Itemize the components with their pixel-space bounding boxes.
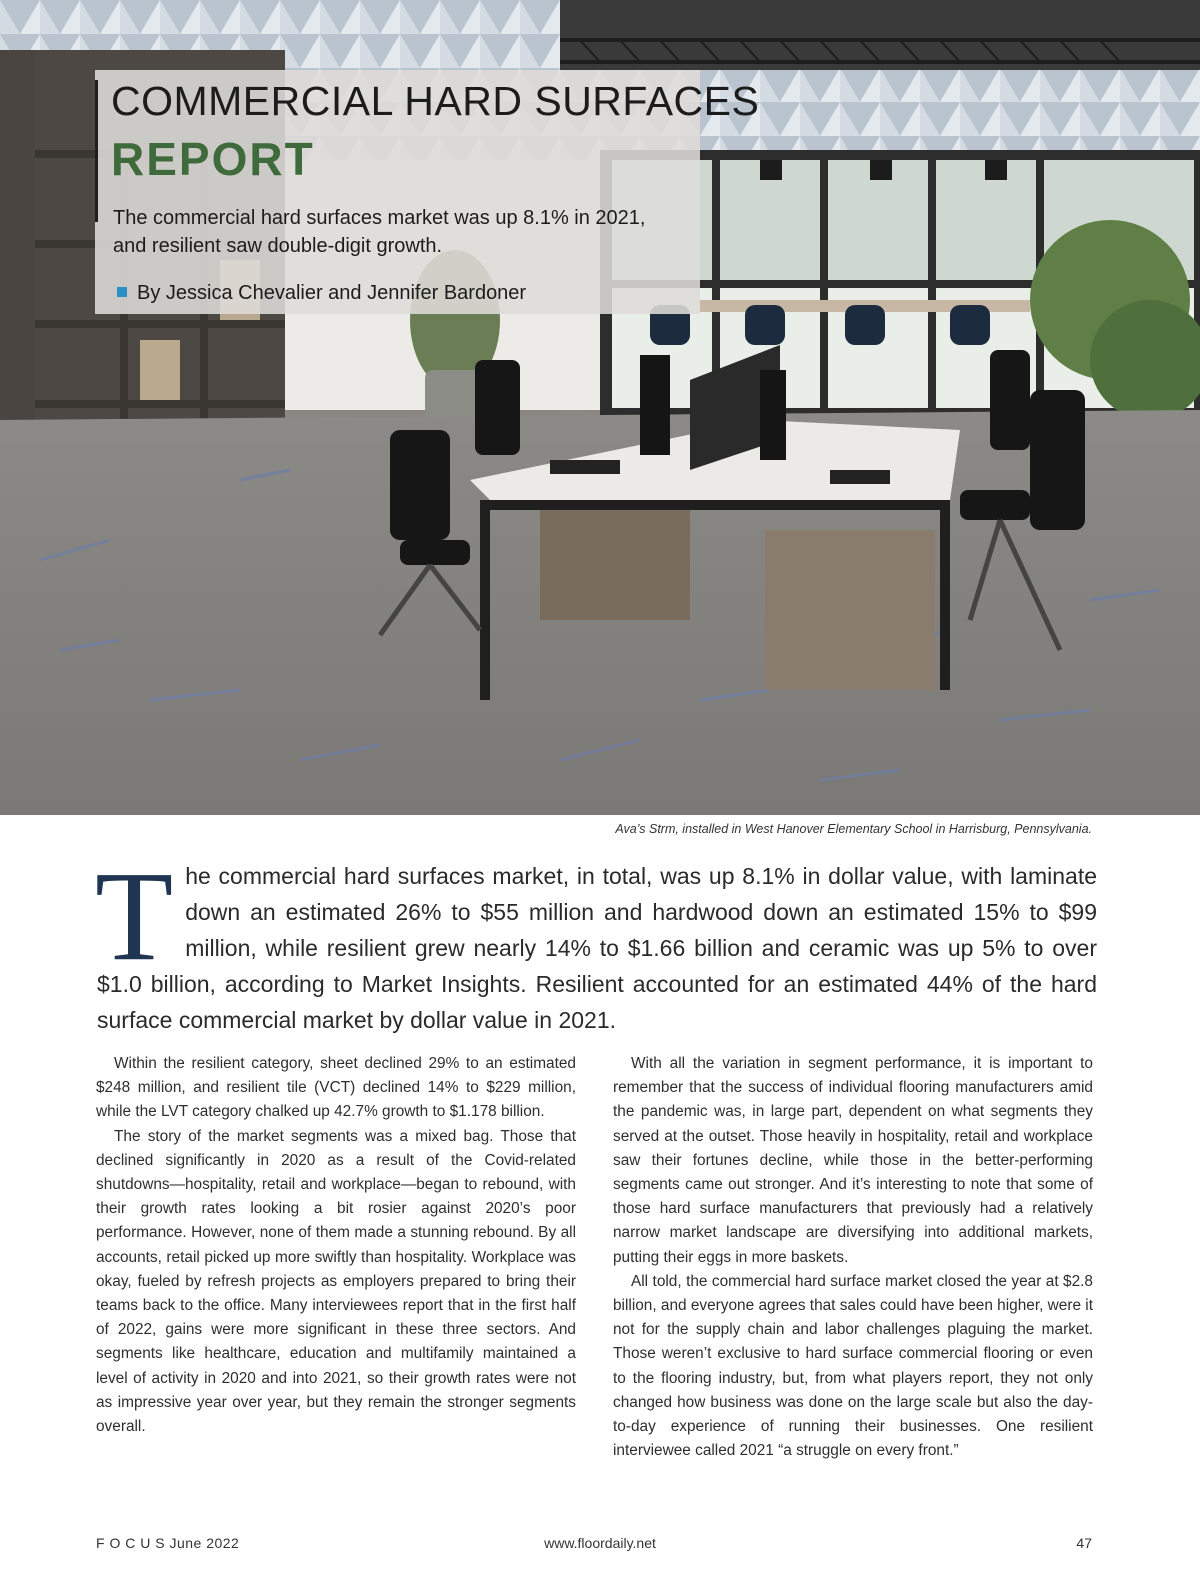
bullet-square-icon xyxy=(117,287,127,297)
headline-report-label: REPORT xyxy=(111,133,315,185)
deck-summary: The commercial hard surfaces market was up 8.1% in 2021, and resilient saw double-digit growth. xyxy=(113,207,646,257)
body-paragraph: With all the variation in segment performance, it is important to remember that the success of individual flooring manufacturers amid the pandemic was, in large part, dependent on what segments they served at the outset. Those heavily in hospitality, retail and workplace saw their fortunes decline, while those in the better-performing segments came out stronger. And it’s interesting to note that some of those hard surface manufacturers that previously had a relatively narrow market landscape are diversifying into additional markets, putting their eggs in more baskets. xyxy=(613,1055,1093,1266)
body-paragraph: All told, the commercial hard surface market closed the year at $2.8 billion, and everyone agrees that sales could have been higher, were it not for the supply chain and labor challenges plaguing the market. Those weren’t exclusive to hard surface commercial flooring or even to the flooring industry, but, from what players report, they not only changed how business was done on the large scale but also the day-to-day experience of running their businesses. One resilient interviewee called 2021 “a struggle on every front.” xyxy=(613,1272,1093,1460)
byline-authors: By Jessica Chevalier and Jennifer Bardoner xyxy=(137,282,527,304)
footer-publication: F O C U S June 2022 xyxy=(96,1535,240,1551)
photo-caption: Ava’s Strm, installed in West Hanover Elementary School in Harrisburg, Pennsylvania. xyxy=(615,822,1092,836)
drop-cap: T xyxy=(95,845,174,987)
lead-paragraph xyxy=(95,845,1097,1038)
body-column-left xyxy=(96,1052,576,1439)
body-paragraph: Within the resilient category, sheet declined 29% to an estimated $248 million, and resilient tile (VCT) declined 14% to $229 million, while the LVT category chalked up 42.7% growth to $1.178 billion. xyxy=(96,1055,576,1121)
byline xyxy=(117,282,526,305)
body-paragraph: The story of the market segments was a mixed bag. Those that declined significantly in 2020 as a result of the Covid-related shutdowns—hospitality, retail and workplace—began to rebound, with their growth rates looking a bit rosier against 2020’s poor performance. However, none of them made a stunning rebound. By all accounts, retail picked up more swiftly than hospitality. Workplace was okay, fueled by refresh projects as employers prepared to bring their teams back to the office. Many interviewees report that in the first half of 2022, gains were more significant in these three sectors. And segments like healthcare, education and multifamily maintained a level of activity in 2020 and into 2021, so their growth rates were not as impressive year over year, but they remain the stronger segments overall. xyxy=(96,1127,576,1436)
headline-title: COMMERCIAL HARD SURFACES xyxy=(111,78,760,124)
headline-rule xyxy=(95,80,98,222)
footer-page-number: 47 xyxy=(1076,1535,1092,1551)
body-column-right xyxy=(613,1052,1093,1463)
footer-website[interactable]: www.floordaily.net xyxy=(544,1535,656,1551)
lead-text: he commercial hard surfaces market, in total, was up 8.1% in dollar value, with laminate down an estimated 26% to $55 million and hardwood down an estimated 15% to $99 million, while resilient grew nearly 14% to $1.66 billion and ceramic was up 5% to over $1.0 billion, according to Market Insights. Resilient accounted for an estimated 44% of the hard surface commercial market by dollar value in 2021. xyxy=(97,863,1097,1033)
headline-panel xyxy=(95,70,760,314)
